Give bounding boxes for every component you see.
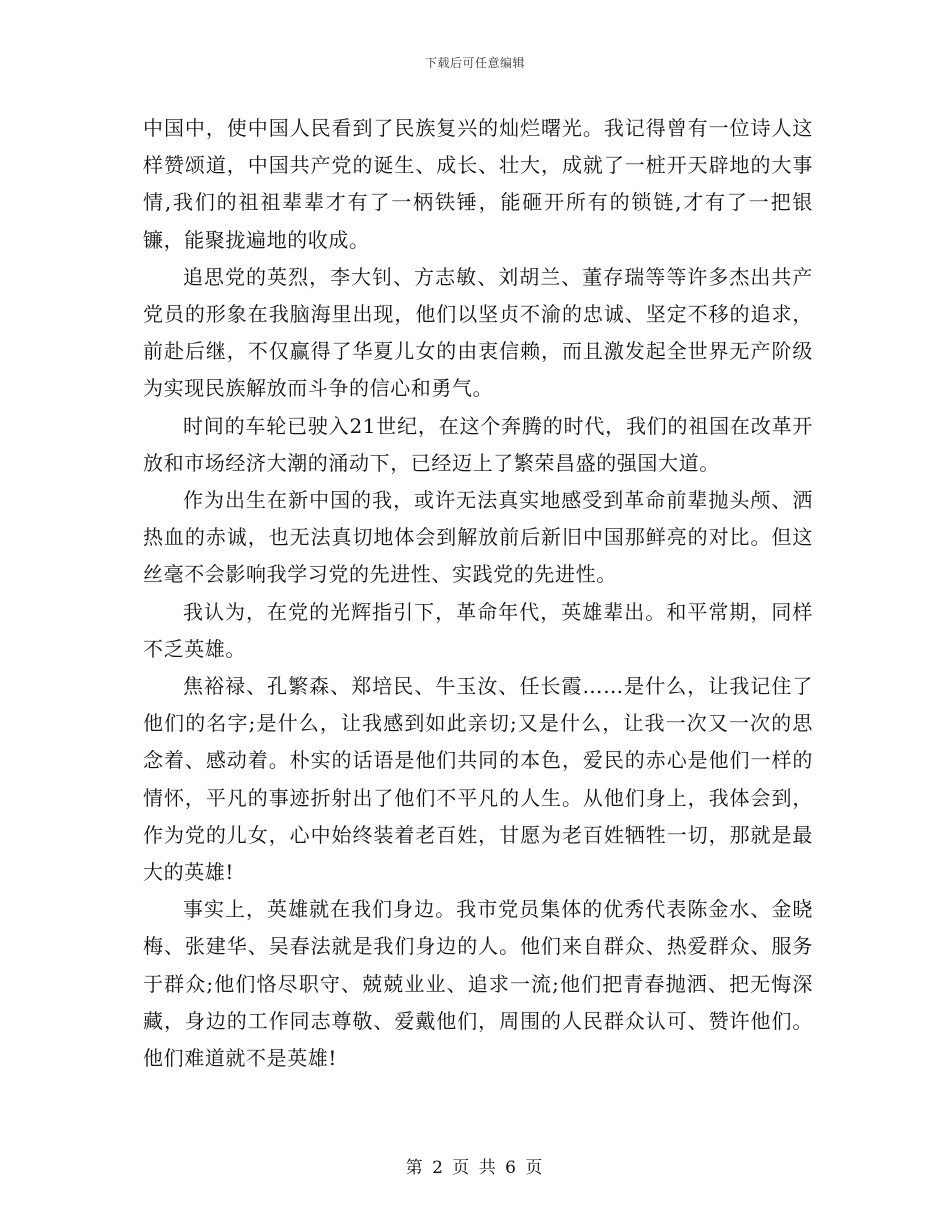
paragraph: 时间的车轮已驶入21世纪，在这个奔腾的时代，我们的祖国在改革开放和市场经济大潮的涌动下，已经迈上了繁荣昌盛的强国大道。 [143, 413, 813, 475]
paragraph: 中国中，使中国人民看到了民族复兴的灿烂曙光。我记得曾有一位诗人这样赞颂道，中国共产党的诞生、成长、壮大，成就了一桩开天辟地的大事情,我们的祖祖辈辈才有了一柄铁锤，能砸开所有的锁链,才有了一把银镰，能聚拢遍地的收成。 [143, 116, 813, 252]
document-body [143, 110, 813, 1077]
paragraph: 我认为，在党的光辉指引下，革命年代，英雄辈出。和平常期，同样不乏英雄。 [143, 599, 813, 661]
page-header: 下载后可任意编辑 [424, 56, 525, 70]
page-footer: 第 2 页 共 6 页 [405, 1158, 545, 1178]
paragraph: 追思党的英烈，李大钊、方志敏、刘胡兰、董存瑞等等许多杰出共产党员的形象在我脑海里出现，他们以坚贞不渝的忠诚、坚定不移的追求，前赴后继，不仅赢得了华夏儿女的由衷信赖，而且激发起全世界无产阶级为实现民族解放而斗争的信心和勇气。 [143, 264, 813, 401]
paragraph: 事实上，英雄就在我们身边。我市党员集体的优秀代表陈金水、金晓梅、张建华、吴春法就是我们身边的人。他们来自群众、热爱群众、服务于群众;他们恪尽职守、兢兢业业、追求一流;他们把青春抛洒、把无悔深藏，身边的工作同志尊敬、爱戴他们，周围的人民群众认可、赞许他们。他们难道就不是英雄! [143, 897, 813, 1071]
paragraph: 作为出生在新中国的我，或许无法真实地感受到革命前辈抛头颅、洒热血的赤诚，也无法真切地体会到解放前后新旧中国那鲜亮的对比。但这丝毫不会影响我学习党的先进性、实践党的先进性。 [143, 488, 813, 587]
paragraph: 焦裕禄、孔繁森、郑培民、牛玉汝、任长霞……是什么，让我记住了他们的名字;是什么，让我感到如此亲切;又是什么，让我一次又一次的思念着、感动着。朴实的话语是他们共同的本色，爱民的赤心是他们一样的情怀，平凡的事迹折射出了他们不平凡的人生。从他们身上，我体会到，作为党的儿女，心中始终装着老百姓，甘愿为老百姓牺牲一切，那就是最大的英雄! [143, 674, 813, 885]
